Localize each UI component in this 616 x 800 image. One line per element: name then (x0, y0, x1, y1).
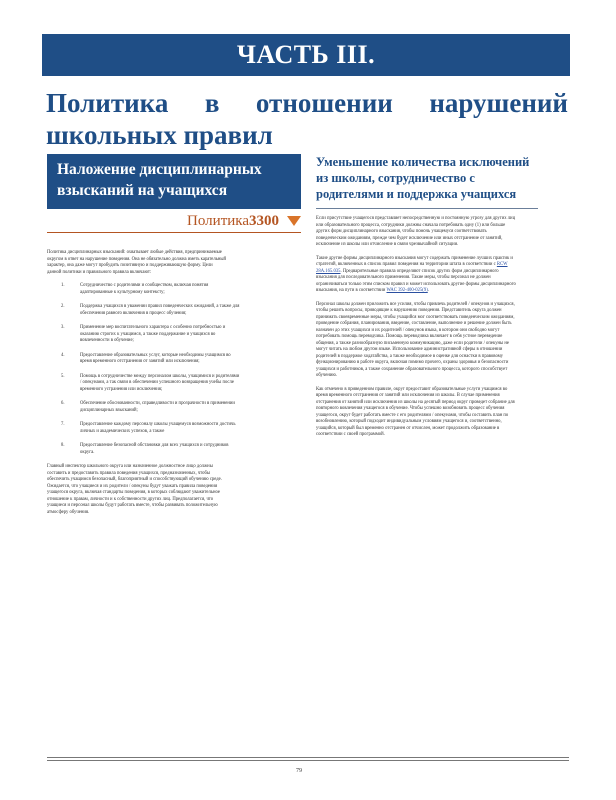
list-text: Предоставление образовательных услуг, которые необходимы учащимся во время временного отстранения от занятий или исключения; (80, 352, 231, 364)
list-number: 4. (61, 352, 65, 358)
list-text: Помощь в сотрудничестве между персоналом школы, учащимися и родителями / опекунами, а так связи в обеспечении успешного возвращения учебы после временного устранения или исключения; (80, 373, 240, 392)
list-item (47, 353, 287, 366)
list-text: Предоставление безопасной обстановки для всех учащихся и сотрудников округа. (80, 443, 229, 455)
list-text: Сотрудничество с родителями и сообществом, включая понятия адаптированные к культурному контексту; (80, 283, 209, 295)
rcw-link[interactable]: RCW 28A.165.035 (316, 262, 508, 274)
list-item (47, 401, 287, 414)
list-number: 7. (61, 422, 65, 427)
p2-text-a: Такие другие формы дисциплинарного взыскания могут содержать применение лучших практик и стратегий, включенных в список правил поведения на территории штата в соответствии с (316, 255, 513, 267)
goals-list (47, 283, 287, 456)
left-section-title: Наложение дисциплинарных взысканий на учащихся (47, 154, 301, 209)
page-title: Политика в отношении нарушений школьных правил (46, 88, 568, 150)
wac-link[interactable]: WAC 392-400-025(9) (386, 288, 428, 293)
right-title-divider (316, 208, 538, 209)
list-number: 8. (61, 443, 65, 448)
list-item (47, 304, 287, 317)
right-paragraph-3: Персонал школы должен приложить все усилия, чтобы привлечь родителей / опекунов и учащихся, чтобы решить вопросы, приводящие к нарушению поведения. Представитель округа должен принимать своевременные меры, чтобы учащийся мог соответствовать поведенческим ожиданиям, проведение собрания, планирования, введение, составление, выполнение и решение должен быть назначен до этих учащихся и их родителей / опекунов языка, в котором они свободно могут потребовать помощь переводчика. Помощь переводчика включает в себя устное переведение общения, а также разнообразную письменную коммуникацию, даже если родители / опекуны не могут читать на любом другом языке. Использование административной сферы в отношении родителей в поддержке ходатайства, а также необходимое в оценке для оснастки в правовому функционированию в работе округа, включая помимо прочего, охраны здоровья и безопасности учащихся и работников, а также сохранение образовательного процесса, которого способствует обучению. (316, 301, 515, 378)
right-paragraph-4: Как отмечено в приведенном правиле, округ предоставит образовательные услуги учащимся во время временного отстранения от занятий или исключения из школы. В случае применения отстранения от занятий или исключения из школы на десятый период округ проведет собрание для повторного вовлечения учащегося в обучение. Чтобы успешно возобновить процесс обучения учащегося, округ будет работать вместе с его родителями / опекунами, чтобы составить план по возобновлению, который подходит индивидуальным условиям учащегося и, соответственно, учащийся, который был временно отстранен от отчислен, может продолжить образование в соответствии с своей программой. (316, 386, 515, 437)
left-outro-paragraph: Главный инспектор школьного округа или назначенное должностное лицо должны составить и предоставить правила поведения учащихся, предназначенных, чтобы обеспечить учащимся безопасный, благоприятный и способствующий обучению среде. Ожидается, что учащиеся и их родители / опекуны будут уважать правила поведения учащегося округа, включая стандарты поведения, в которых соблюдают уважительное отношение к правам, личности и к собственности других лиц. Предполагается, что учащиеся и персонал школы будут работать вместе, чтобы развивать положительную атмосферу обучения. (47, 464, 222, 515)
right-column (316, 216, 516, 446)
policy-number: 3300 (249, 212, 279, 229)
list-number: 6. (61, 401, 65, 406)
list-text: Обеспечение обоснованности, справедливости и прозрачности в применении дисциплинарных взысканий; (80, 401, 235, 413)
list-number: 5. (61, 373, 65, 379)
right-paragraph-2 (316, 256, 516, 295)
list-item (47, 422, 287, 435)
list-text: Поддержка учащихся в уважении правил поведенческих ожиданий, а также для обеспечения равного включения в процесс обучения; (80, 304, 240, 316)
list-item (47, 325, 287, 345)
list-number: 2. (61, 304, 65, 309)
policy-label (47, 210, 301, 233)
footer-divider (47, 757, 569, 758)
part-banner: ЧАСТЬ III. (42, 34, 570, 76)
left-intro-paragraph: Политика дисциплинарных взысканий: охватывает любые действия, предпринимаемые округом в ответ на нарушение поведения. Она не обязательно должна иметь карательный характер, она даже могут пробудить позитивную и поддерживающую форму. Цели данной политики и правильного правила включают: (47, 250, 227, 275)
triangle-down-icon (287, 216, 301, 226)
right-paragraph-1: Если присутствие учащегося представляет непосредственную и постоянную угрозу для других лиц или образовательного процесса, сотрудники должны сначала потребовать одну (1) или больше других форм дисциплинарного взыскания, чтобы помочь учащемуся соответствовать поведенческим ожиданиям, прежде чем будет исключение или иных отстранение от занятий, исключение из школы или отчисление в связи чрезвычайной ситуации. (316, 216, 516, 247)
list-number: 1. (61, 283, 65, 288)
left-column (47, 250, 287, 521)
p2-text-c: . (427, 288, 429, 293)
list-item (47, 443, 287, 456)
footer-divider-secondary (47, 760, 569, 761)
list-item (47, 283, 287, 296)
right-section-title: Уменьшение количества исключений из школы, сотрудничество с родителями и поддержка учащихся (316, 155, 530, 201)
list-item (47, 374, 287, 394)
list-number: 3. (61, 325, 65, 330)
p2-text-b: . Предварительные правила определяют список других форм дисциплинарного взыскания для последовательного применения. Такие меры, чтобы персонал не должен ограничиваться только этим списком правил и может использовать другие формы дисциплинарного взыскания, на пути в соответствии (316, 268, 516, 293)
page-number: 79 (296, 768, 302, 774)
list-text: Предоставление каждому персоналу школы учащемуся возможности достичь личных и академических успехов, а также (80, 422, 236, 434)
list-text: Применение мер воспитательного характера с особенно потребностью и оказанию строгих к учащимся, а также поддержание и учащихся во вовлеченности в обучение; (80, 325, 226, 343)
policy-word: Политика (187, 212, 249, 229)
